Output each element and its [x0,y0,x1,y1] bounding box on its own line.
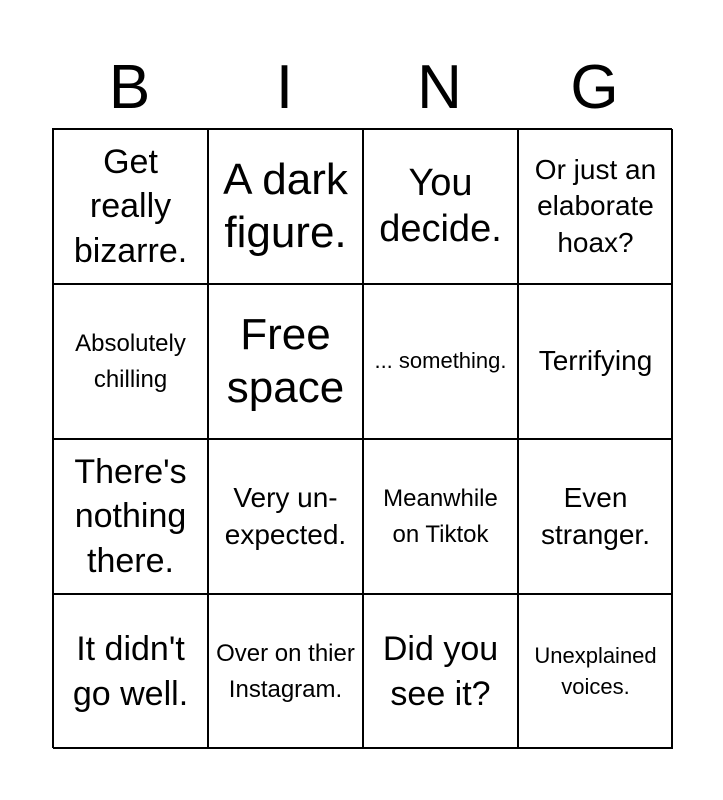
header-letter-g: G [570,53,619,122]
bingo-cell[interactable] [518,284,673,439]
cell-text: A dark figure. [223,154,348,257]
bingo-cell[interactable] [363,439,518,594]
cell-text: You decide. [379,161,502,250]
cell-text: Terrifying [538,345,653,377]
cell-text: Unexplained voices. [534,642,657,699]
bingo-cell[interactable] [518,594,673,749]
bingo-cell[interactable] [53,594,208,749]
cell-text: Absolutely chilling [75,329,186,393]
bingo-cell[interactable] [518,129,673,284]
cell-text: There's nothing there. [74,453,187,580]
cell-text: Even stranger. [541,482,650,550]
bingo-cell[interactable] [53,439,208,594]
cell-text: Get really bizarre. [73,143,188,270]
header-letter-i: I [275,53,294,122]
bingo-cell[interactable] [208,439,363,594]
cell-text: Free space [226,309,345,412]
cell-text: Or just an elaborate hoax? [534,153,657,258]
bingo-grid [52,128,672,748]
cell-text: Meanwhile on Tiktok [383,484,498,548]
bingo-cell[interactable] [363,129,518,284]
cell-text: Very un- expected. [224,482,347,550]
bingo-cell[interactable] [53,129,208,284]
bingo-cell[interactable] [518,439,673,594]
bingo-header [52,52,672,124]
cell-text: Over on thier Instagram. [216,639,355,703]
bingo-cell[interactable] [208,594,363,749]
cell-text: ... something. [374,348,507,374]
cell-text: It didn't go well. [72,630,189,713]
bingo-cell[interactable] [208,129,363,284]
bingo-cell[interactable] [53,284,208,439]
bingo-cell[interactable] [363,594,518,749]
free-space-cell[interactable] [208,284,363,439]
cell-text: Did you see it? [382,630,499,713]
header-letter-b: B [108,53,151,122]
bingo-cell[interactable] [363,284,518,439]
header-letter-n: N [417,53,462,122]
